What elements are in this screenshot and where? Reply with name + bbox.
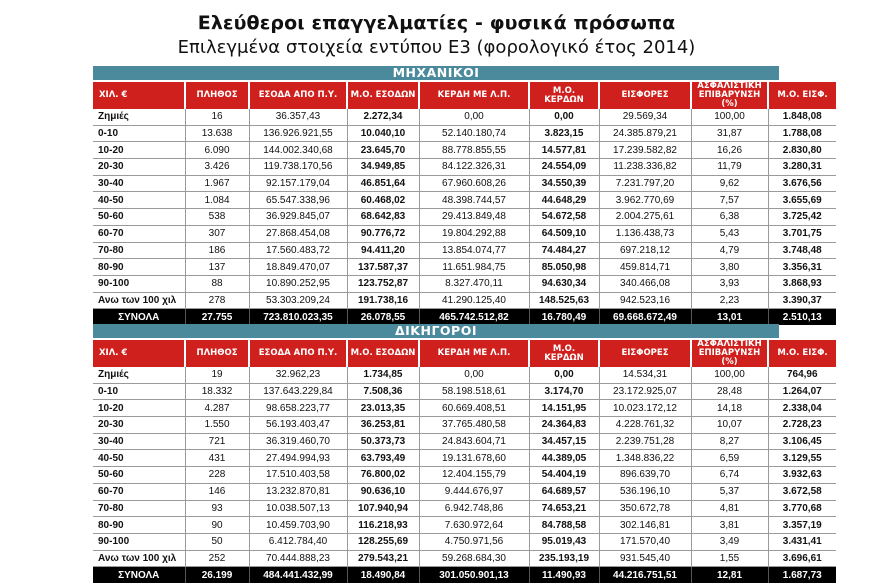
table-cell: 84.122.326,31: [419, 159, 529, 176]
table-cell: 20-30: [93, 417, 185, 434]
table-cell: 74.653,21: [529, 500, 599, 517]
table-cell: 44.648,29: [529, 192, 599, 209]
table-cell: 6,59: [691, 450, 768, 467]
table-cell: 3,93: [691, 275, 768, 292]
table-cell: 171.570,40: [599, 533, 691, 550]
total-cell: 26.199: [185, 567, 249, 583]
table-cell: 3.655,69: [768, 192, 836, 209]
table-cell: 50-60: [93, 467, 185, 484]
table-cell: 7.508,36: [347, 383, 419, 400]
table-cell: 36.357,43: [249, 109, 347, 125]
table-cell: 5,43: [691, 225, 768, 242]
table-cell: 764,96: [768, 367, 836, 383]
table-cell: 137: [185, 259, 249, 276]
total-cell: ΣΥΝΟΛΑ: [93, 567, 185, 583]
total-cell: 26.078,55: [347, 309, 419, 325]
table-cell: 18.849.470,07: [249, 259, 347, 276]
table-cell: 10.890.252,95: [249, 275, 347, 292]
table-cell: 23.013,35: [347, 400, 419, 417]
table-row: [93, 433, 836, 450]
table-row: [93, 517, 836, 534]
table-cell: 3.129,55: [768, 450, 836, 467]
table-cell: 40-50: [93, 192, 185, 209]
table-cell: 3.725,42: [768, 209, 836, 226]
table-cell: 459.814,71: [599, 259, 691, 276]
table-cell: 3.356,31: [768, 259, 836, 276]
table-cell: 0,00: [419, 367, 529, 383]
table-cell: 19: [185, 367, 249, 383]
table-cell: Ανω των 100 χιλ: [93, 292, 185, 309]
table-cell: 88.778.855,55: [419, 142, 529, 159]
table-row: [93, 125, 836, 142]
table-cell: 3.426: [185, 159, 249, 176]
table-cell: 4,79: [691, 242, 768, 259]
section-banner: ΔΙΚΗΓΟΡΟΙ: [93, 324, 779, 338]
table-cell: 0,00: [419, 109, 529, 125]
table-row: [93, 192, 836, 209]
table-cell: 235.193,19: [529, 550, 599, 567]
table-cell: 137.587,37: [347, 259, 419, 276]
table-cell: 60.669.408,51: [419, 400, 529, 417]
column-header: ΑΣΦΑΛΙΣΤΙΚΗ ΕΠΙΒΑΡΥΝΣΗ (%): [691, 340, 768, 367]
table-cell: 93: [185, 500, 249, 517]
table-cell: 119.738.170,56: [249, 159, 347, 176]
table-cell: 340.466,08: [599, 275, 691, 292]
table-cell: 27.868.454,08: [249, 225, 347, 242]
table-row: [93, 142, 836, 159]
table-cell: 3.696,61: [768, 550, 836, 567]
table-row: [93, 225, 836, 242]
table-cell: 90-100: [93, 275, 185, 292]
table-cell: 74.484,27: [529, 242, 599, 259]
table-cell: 23.645,70: [347, 142, 419, 159]
table-cell: 14.577,81: [529, 142, 599, 159]
table-cell: 137.643.229,84: [249, 383, 347, 400]
column-header: Μ.Ο. ΚΕΡΔΩΝ: [529, 82, 599, 109]
section-lawyers: [93, 323, 828, 583]
table-cell: 11,79: [691, 159, 768, 176]
table-cell: 19.804.292,88: [419, 225, 529, 242]
column-header: ΚΕΡΔΗ ΜΕ Λ.Π.: [419, 340, 529, 367]
table-cell: 54.672,58: [529, 209, 599, 226]
table-cell: 85.050,98: [529, 259, 599, 276]
table-cell: 40-50: [93, 450, 185, 467]
table-cell: 34.550,39: [529, 175, 599, 192]
total-cell: 12,81: [691, 567, 768, 583]
column-header: Μ.Ο. ΕΙΣΦ.: [768, 340, 836, 367]
table-cell: 350.672,78: [599, 500, 691, 517]
table-cell: 6.090: [185, 142, 249, 159]
table-row: [93, 292, 836, 309]
table-row: [93, 175, 836, 192]
table-cell: 23.172.925,07: [599, 383, 691, 400]
table-cell: Ζημιές: [93, 367, 185, 383]
table-cell: 431: [185, 450, 249, 467]
table-cell: 98.658.223,77: [249, 400, 347, 417]
table-cell: 0,00: [529, 109, 599, 125]
table-cell: 60.468,02: [347, 192, 419, 209]
table-cell: 92.157.179,04: [249, 175, 347, 192]
total-cell: ΣΥΝΟΛΑ: [93, 309, 185, 325]
total-cell: 301.050.901,13: [419, 567, 529, 583]
table-cell: 8.327.470,11: [419, 275, 529, 292]
table-cell: 17.560.483,72: [249, 242, 347, 259]
total-cell: 27.755: [185, 309, 249, 325]
table-cell: 7,57: [691, 192, 768, 209]
table-cell: 27.494.994,93: [249, 450, 347, 467]
column-header: Μ.Ο. ΕΣΟΔΩΝ: [347, 340, 419, 367]
table-cell: 279.543,21: [347, 550, 419, 567]
table-cell: 58.198.518,61: [419, 383, 529, 400]
total-cell: 465.742.512,82: [419, 309, 529, 325]
header-row: [93, 340, 836, 367]
table-cell: 34.457,15: [529, 433, 599, 450]
column-header: Μ.Ο. ΚΕΡΔΩΝ: [529, 340, 599, 367]
table-cell: 1.264,07: [768, 383, 836, 400]
table-cell: 50-60: [93, 209, 185, 226]
table-cell: 24.843.604,71: [419, 433, 529, 450]
table-cell: 16: [185, 109, 249, 125]
table-cell: 63.793,49: [347, 450, 419, 467]
table-cell: 0-10: [93, 383, 185, 400]
table-row: [93, 259, 836, 276]
table-row: [93, 209, 836, 226]
table-cell: 90-100: [93, 533, 185, 550]
table-cell: 2.272,34: [347, 109, 419, 125]
table-cell: 10-20: [93, 400, 185, 417]
total-cell: 484.441.432,99: [249, 567, 347, 583]
table-cell: 12.404.155,79: [419, 467, 529, 484]
table-cell: 128.255,69: [347, 533, 419, 550]
table-cell: 3.280,31: [768, 159, 836, 176]
table-cell: 80-90: [93, 259, 185, 276]
page-subtitle: Επιλεγμένα στοιχεία εντύπου Ε3 (φορολογικό έτος 2014): [177, 37, 696, 58]
table-cell: 14.534,31: [599, 367, 691, 383]
total-cell: 1.687,73: [768, 567, 836, 583]
table-cell: 90.776,72: [347, 225, 419, 242]
table-cell: 13.232.870,81: [249, 483, 347, 500]
column-header: ΠΛΗΘΟΣ: [185, 82, 249, 109]
table-cell: 6.942.748,86: [419, 500, 529, 517]
table-cell: 2,23: [691, 292, 768, 309]
table-cell: 3.672,58: [768, 483, 836, 500]
table-cell: 3.676,56: [768, 175, 836, 192]
table-cell: 94.630,34: [529, 275, 599, 292]
table-cell: 1.136.438,73: [599, 225, 691, 242]
table-cell: 11.651.984,75: [419, 259, 529, 276]
table-cell: 13.854.074,77: [419, 242, 529, 259]
table-cell: 10,07: [691, 417, 768, 434]
table-cell: 31,87: [691, 125, 768, 142]
data-table: [93, 340, 836, 583]
table-cell: 24.554,09: [529, 159, 599, 176]
table-cell: 942.523,16: [599, 292, 691, 309]
table-cell: 896.639,70: [599, 467, 691, 484]
table-cell: 10.023.172,12: [599, 400, 691, 417]
data-table: [93, 82, 836, 325]
table-cell: 20-30: [93, 159, 185, 176]
table-cell: 9,62: [691, 175, 768, 192]
table-cell: 54.404,19: [529, 467, 599, 484]
table-cell: 116.218,93: [347, 517, 419, 534]
table-row: [93, 367, 836, 383]
table-cell: 5,37: [691, 483, 768, 500]
table-cell: 50: [185, 533, 249, 550]
header-row: [93, 82, 836, 109]
table-cell: 7.630.972,64: [419, 517, 529, 534]
table-row: [93, 417, 836, 434]
table-cell: 3.962.770,69: [599, 192, 691, 209]
table-cell: 6,74: [691, 467, 768, 484]
table-row: [93, 550, 836, 567]
table-cell: 228: [185, 467, 249, 484]
table-cell: 52.140.180,74: [419, 125, 529, 142]
table-cell: 70-80: [93, 242, 185, 259]
total-row: [93, 567, 836, 583]
table-cell: 1.788,08: [768, 125, 836, 142]
table-cell: 1,55: [691, 550, 768, 567]
table-cell: 36.253,81: [347, 417, 419, 434]
table-cell: 4.750.971,56: [419, 533, 529, 550]
table-cell: 29.413.849,48: [419, 209, 529, 226]
table-cell: 14.151,95: [529, 400, 599, 417]
table-cell: 65.547.338,96: [249, 192, 347, 209]
table-cell: 1.550: [185, 417, 249, 434]
table-cell: 60-70: [93, 225, 185, 242]
table-cell: 84.788,58: [529, 517, 599, 534]
total-cell: 13,01: [691, 309, 768, 325]
table-cell: 10.038.507,13: [249, 500, 347, 517]
table-cell: 28,48: [691, 383, 768, 400]
table-cell: 186: [185, 242, 249, 259]
table-cell: 10.040,10: [347, 125, 419, 142]
table-cell: 1.967: [185, 175, 249, 192]
table-cell: 302.146,81: [599, 517, 691, 534]
table-cell: 931.545,40: [599, 550, 691, 567]
table-cell: 3.390,37: [768, 292, 836, 309]
table-row: [93, 242, 836, 259]
column-header: Μ.Ο. ΕΙΣΦ.: [768, 82, 836, 109]
table-cell: 34.949,85: [347, 159, 419, 176]
table-cell: 538: [185, 209, 249, 226]
table-cell: 70.444.888,23: [249, 550, 347, 567]
table-cell: 100,00: [691, 109, 768, 125]
table-row: [93, 400, 836, 417]
table-cell: 144.002.340,68: [249, 142, 347, 159]
table-row: [93, 275, 836, 292]
table-row: [93, 483, 836, 500]
table-cell: 36.929.845,07: [249, 209, 347, 226]
table-cell: 46.851,64: [347, 175, 419, 192]
table-cell: 13.638: [185, 125, 249, 142]
table-cell: 88: [185, 275, 249, 292]
table-cell: 10.459.703,90: [249, 517, 347, 534]
table-cell: 136.926.921,55: [249, 125, 347, 142]
table-cell: 68.642,83: [347, 209, 419, 226]
table-cell: 11.238.336,82: [599, 159, 691, 176]
section-banner: ΜΗΧΑΝΙΚΟΙ: [93, 66, 779, 80]
table-cell: 17.239.582,82: [599, 142, 691, 159]
table-cell: 6,38: [691, 209, 768, 226]
table-cell: 4.287: [185, 400, 249, 417]
table-cell: 95.019,43: [529, 533, 599, 550]
table-cell: 90: [185, 517, 249, 534]
table-cell: 32.962,23: [249, 367, 347, 383]
table-cell: 67.960.608,26: [419, 175, 529, 192]
table-cell: 3.932,63: [768, 467, 836, 484]
column-header: ΕΣΟΔΑ ΑΠΟ Π.Υ.: [249, 340, 347, 367]
column-header: ΧΙΛ. €: [93, 340, 185, 367]
column-header: ΕΙΣΦΟΡΕΣ: [599, 340, 691, 367]
table-row: [93, 159, 836, 176]
table-row: [93, 533, 836, 550]
table-cell: 2.338,04: [768, 400, 836, 417]
table-cell: 59.268.684,30: [419, 550, 529, 567]
table-cell: 2.239.751,28: [599, 433, 691, 450]
table-cell: 0-10: [93, 125, 185, 142]
table-cell: Ανω των 100 χιλ: [93, 550, 185, 567]
table-cell: 70-80: [93, 500, 185, 517]
table-cell: 3,81: [691, 517, 768, 534]
table-cell: 3.770,68: [768, 500, 836, 517]
column-header: ΠΛΗΘΟΣ: [185, 340, 249, 367]
table-cell: 307: [185, 225, 249, 242]
table-cell: 1.848,08: [768, 109, 836, 125]
table-cell: 1.348.836,22: [599, 450, 691, 467]
table-cell: 0,00: [529, 367, 599, 383]
column-header: ΕΣΟΔΑ ΑΠΟ Π.Υ.: [249, 82, 347, 109]
page-title: Ελεύθεροι επαγγελματίες - φυσικά πρόσωπα: [197, 12, 676, 34]
table-cell: 3,49: [691, 533, 768, 550]
table-cell: 37.765.480,58: [419, 417, 529, 434]
column-header: ΚΕΡΔΗ ΜΕ Λ.Π.: [419, 82, 529, 109]
table-cell: 80-90: [93, 517, 185, 534]
column-header: ΕΙΣΦΟΡΕΣ: [599, 82, 691, 109]
table-cell: 30-40: [93, 175, 185, 192]
table-cell: 3.748,48: [768, 242, 836, 259]
table-cell: 2.830,80: [768, 142, 836, 159]
table-cell: 48.398.744,57: [419, 192, 529, 209]
table-cell: 3.106,45: [768, 433, 836, 450]
table-cell: 6.412.784,40: [249, 533, 347, 550]
table-row: [93, 109, 836, 125]
table-cell: 3,80: [691, 259, 768, 276]
table-cell: 191.738,16: [347, 292, 419, 309]
table-cell: 278: [185, 292, 249, 309]
table-cell: 24.364,83: [529, 417, 599, 434]
table-cell: 1.734,85: [347, 367, 419, 383]
table-cell: 24.385.879,21: [599, 125, 691, 142]
total-cell: 2.510,13: [768, 309, 836, 325]
table-cell: 17.510.403,58: [249, 467, 347, 484]
table-cell: 3.701,75: [768, 225, 836, 242]
table-cell: 16,26: [691, 142, 768, 159]
table-cell: 76.800,02: [347, 467, 419, 484]
table-cell: 50.373,73: [347, 433, 419, 450]
table-cell: 107.940,94: [347, 500, 419, 517]
table-cell: 3.174,70: [529, 383, 599, 400]
table-cell: 18.332: [185, 383, 249, 400]
total-cell: 18.490,84: [347, 567, 419, 583]
table-cell: 14,18: [691, 400, 768, 417]
table-cell: 10-20: [93, 142, 185, 159]
table-row: [93, 500, 836, 517]
table-cell: 697.218,12: [599, 242, 691, 259]
table-cell: 252: [185, 550, 249, 567]
column-header: ΑΣΦΑΛΙΣΤΙΚΗ ΕΠΙΒΑΡΥΝΣΗ (%): [691, 82, 768, 109]
table-cell: 721: [185, 433, 249, 450]
table-cell: 94.411,20: [347, 242, 419, 259]
total-cell: 44.216.751,51: [599, 567, 691, 583]
table-row: [93, 383, 836, 400]
column-header: Μ.Ο. ΕΣΟΔΩΝ: [347, 82, 419, 109]
table-cell: 3.357,19: [768, 517, 836, 534]
table-cell: 29.569,34: [599, 109, 691, 125]
table-cell: 1.084: [185, 192, 249, 209]
table-cell: 8,27: [691, 433, 768, 450]
table-cell: 4.228.761,32: [599, 417, 691, 434]
table-row: [93, 450, 836, 467]
table-cell: 4,81: [691, 500, 768, 517]
table-cell: 9.444.676,97: [419, 483, 529, 500]
table-cell: Ζημιές: [93, 109, 185, 125]
table-cell: 64.509,10: [529, 225, 599, 242]
total-cell: 16.780,49: [529, 309, 599, 325]
table-cell: 2.004.275,61: [599, 209, 691, 226]
table-cell: 3.868,93: [768, 275, 836, 292]
table-cell: 536.196,10: [599, 483, 691, 500]
table-cell: 19.131.678,60: [419, 450, 529, 467]
column-header: ΧΙΛ. €: [93, 82, 185, 109]
table-cell: 146: [185, 483, 249, 500]
table-cell: 41.290.125,40: [419, 292, 529, 309]
total-cell: 11.490,93: [529, 567, 599, 583]
table-cell: 123.752,87: [347, 275, 419, 292]
table-cell: 64.689,57: [529, 483, 599, 500]
table-cell: 100,00: [691, 367, 768, 383]
table-cell: 56.193.403,47: [249, 417, 347, 434]
table-cell: 30-40: [93, 433, 185, 450]
table-cell: 148.525,63: [529, 292, 599, 309]
table-cell: 44.389,05: [529, 450, 599, 467]
table-cell: 60-70: [93, 483, 185, 500]
table-cell: 3.431,41: [768, 533, 836, 550]
total-cell: 723.810.023,35: [249, 309, 347, 325]
section-engineers: [93, 65, 828, 325]
table-row: [93, 467, 836, 484]
table-cell: 90.636,10: [347, 483, 419, 500]
table-cell: 3.823,15: [529, 125, 599, 142]
table-cell: 2.728,23: [768, 417, 836, 434]
total-cell: 69.668.672,49: [599, 309, 691, 325]
table-cell: 53.303.209,24: [249, 292, 347, 309]
table-cell: 36.319.460,70: [249, 433, 347, 450]
table-cell: 7.231.797,20: [599, 175, 691, 192]
